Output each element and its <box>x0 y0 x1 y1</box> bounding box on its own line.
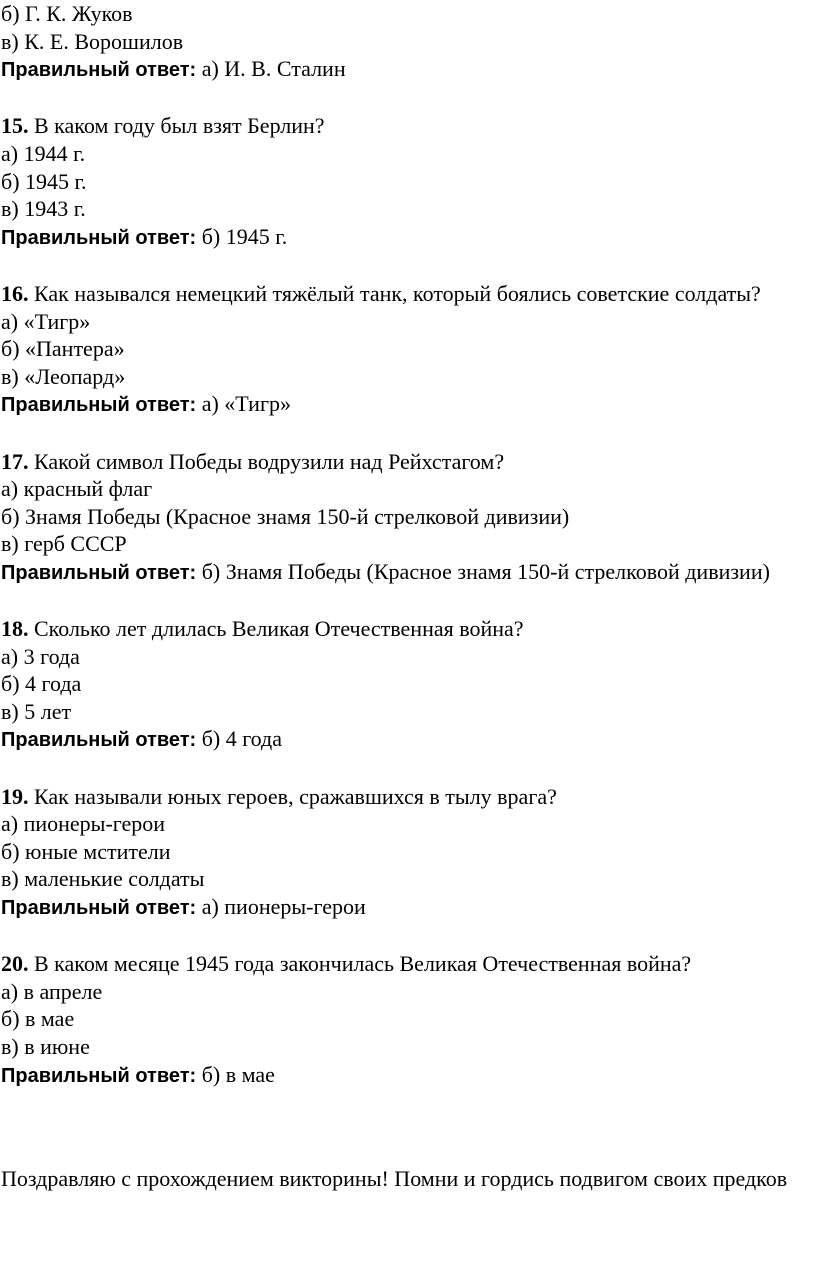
question-line <box>1 950 791 978</box>
answer-line <box>1 558 791 588</box>
question-line <box>1 112 791 140</box>
answer-label: Правильный ответ: <box>1 59 197 82</box>
question-text: Какой символ Победы водрузили над Рейхстагом? <box>28 448 505 474</box>
question-block-19 <box>1 783 791 923</box>
question-text: Как называли юных героев, сражавшихся в тылу врага? <box>28 783 557 809</box>
spacer <box>1 85 791 113</box>
option: а) «Тигр» <box>1 308 91 334</box>
answer-text: б) 1945 г. <box>196 223 288 249</box>
spacer <box>1 923 791 951</box>
spacer <box>1 755 791 783</box>
answer-text: а) пионеры-герои <box>196 894 366 919</box>
option: в) 5 лет <box>1 698 72 724</box>
answer-line <box>1 55 791 85</box>
option: в) герб СССР <box>1 531 127 557</box>
question-block-15 <box>1 112 791 252</box>
previous-question-tail <box>1 0 791 85</box>
option: в) К. Е. Ворошилов <box>1 28 184 54</box>
option: в) «Леопард» <box>1 363 126 389</box>
question-number: 16. <box>1 280 29 306</box>
question-number: 15. <box>1 113 29 139</box>
spacer <box>1 1090 791 1165</box>
answer-text: а) «Тигр» <box>196 391 291 417</box>
answer-line <box>1 725 791 755</box>
option: в) в июне <box>1 1033 90 1059</box>
question-text: Как назывался немецкий тяжёлый танк, который боялись советские солдаты? <box>28 280 761 306</box>
option: а) пионеры-герои <box>1 811 166 837</box>
question-block-18 <box>1 615 791 755</box>
answer-text: б) 4 года <box>196 726 283 752</box>
option: в) маленькие солдаты <box>1 866 205 892</box>
closing-message: Поздравляю с прохождением викторины! Помни и гордись подвигом своих предков <box>1 1166 788 1192</box>
question-text: В каком году был взят Берлин? <box>28 113 325 139</box>
answer-line <box>1 893 791 923</box>
question-text: В каком месяце 1945 года закончилась Великая Отечественная война? <box>28 951 692 977</box>
option: б) Г. К. Жуков <box>1 1 133 26</box>
option: а) в апреле <box>1 978 103 1004</box>
question-number: 20. <box>1 951 29 977</box>
answer-label: Правильный ответ: <box>1 561 197 584</box>
answer-text: а) И. В. Сталин <box>196 56 346 82</box>
question-number: 19. <box>1 783 29 809</box>
option: а) 1944 г. <box>1 140 86 166</box>
answer-line <box>1 223 791 253</box>
question-text: Сколько лет длилась Великая Отечественная война? <box>28 616 524 642</box>
option: б) Знамя Победы (Красное знамя 150-й стрелковой дивизии) <box>1 503 570 529</box>
option: б) в мае <box>1 1006 75 1032</box>
answer-label: Правильный ответ: <box>1 394 197 417</box>
question-block-20 <box>1 950 791 1090</box>
question-line <box>1 783 791 811</box>
option: а) красный флаг <box>1 476 153 502</box>
question-number: 18. <box>1 616 29 642</box>
option: б) 1945 г. <box>1 168 87 194</box>
answer-text: б) Знамя Победы (Красное знамя 150-й стрелковой дивизии) <box>196 558 770 584</box>
spacer <box>1 587 791 615</box>
option: а) 3 года <box>1 643 80 669</box>
option: б) 4 года <box>1 671 82 697</box>
question-block-16 <box>1 280 791 420</box>
answer-label: Правильный ответ: <box>1 897 197 919</box>
question-line <box>1 280 791 308</box>
answer-label: Правильный ответ: <box>1 226 197 249</box>
answer-text: б) в мае <box>196 1061 275 1087</box>
spacer <box>1 252 791 280</box>
question-block-17 <box>1 448 791 588</box>
answer-label: Правильный ответ: <box>1 1064 197 1087</box>
question-line <box>1 615 791 643</box>
question-number: 17. <box>1 448 29 474</box>
option: в) 1943 г. <box>1 196 86 222</box>
option: б) юные мстители <box>1 838 171 864</box>
option: б) «Пантера» <box>1 336 125 362</box>
answer-line <box>1 390 791 420</box>
answer-line <box>1 1061 791 1091</box>
question-line <box>1 448 791 476</box>
answer-label: Правильный ответ: <box>1 729 197 752</box>
spacer <box>1 420 791 448</box>
